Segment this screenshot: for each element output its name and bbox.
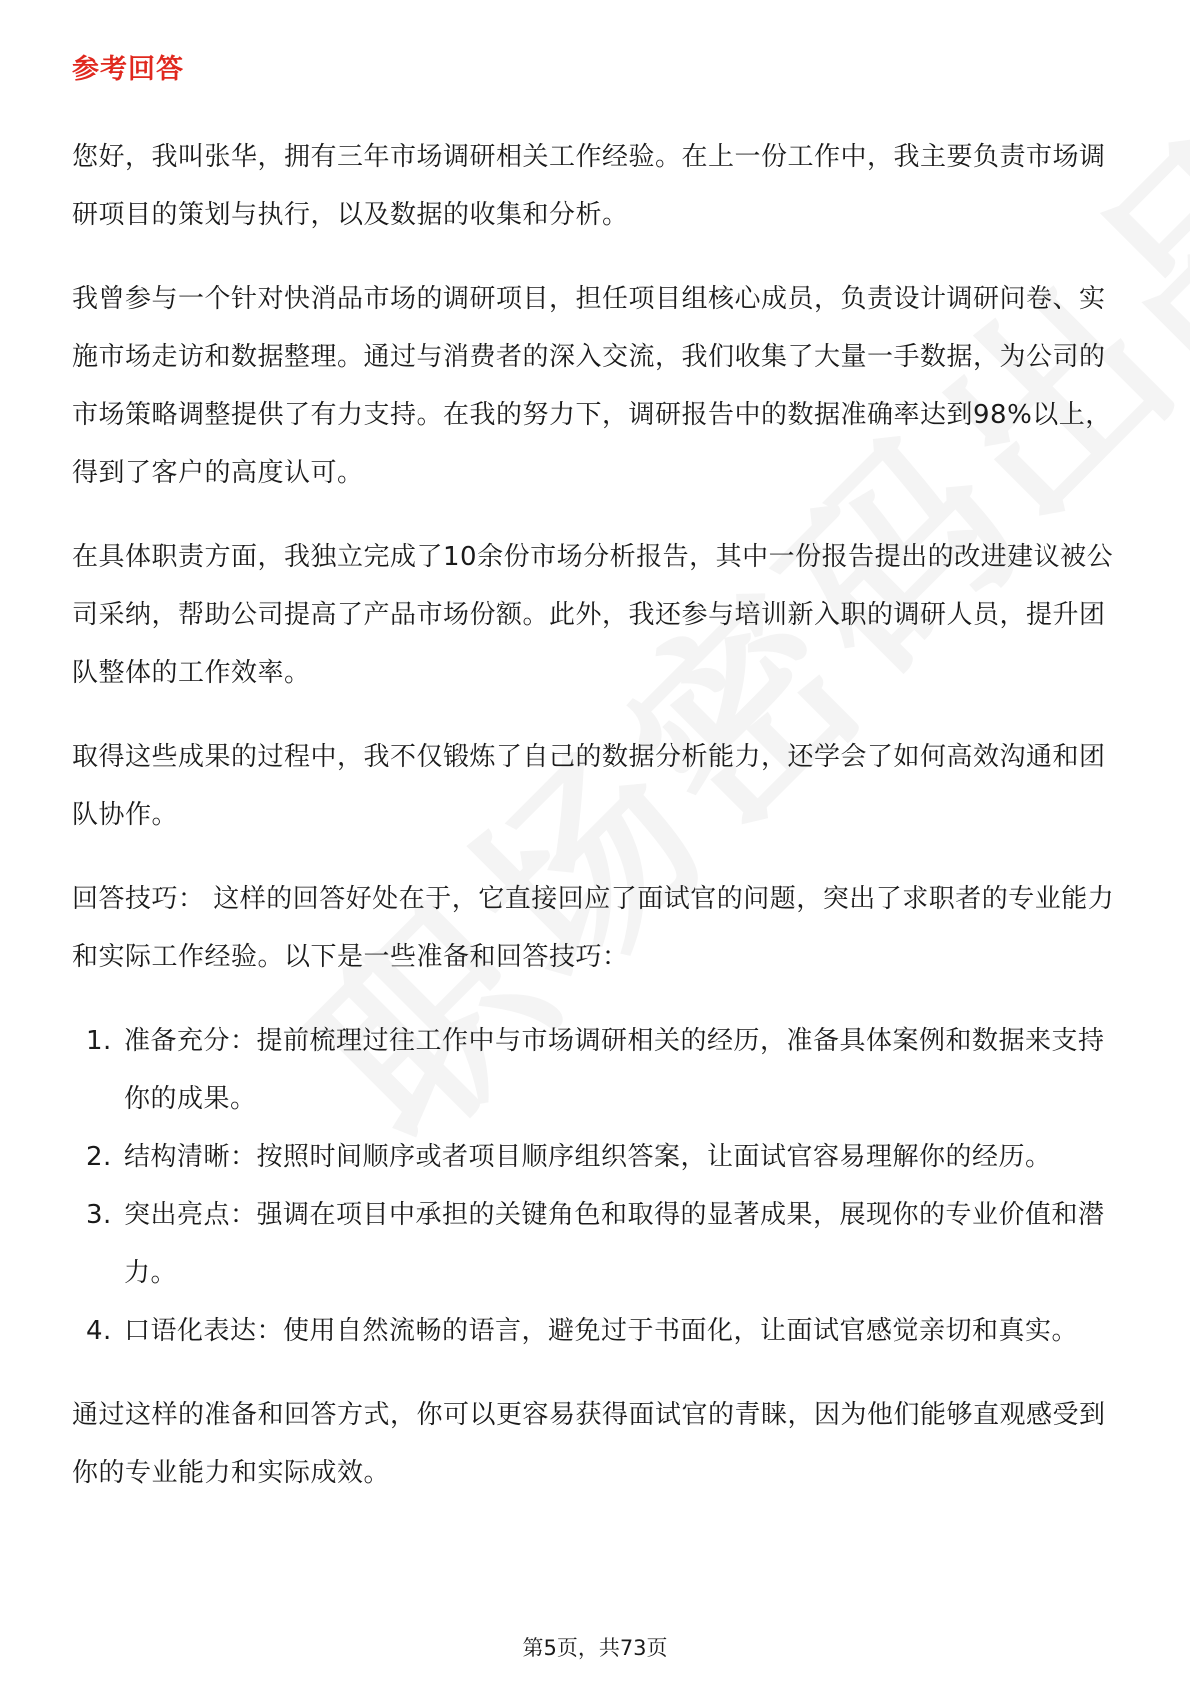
tip-item <box>72 1302 1122 1360</box>
tip-number: 1. <box>86 1026 112 1056</box>
tip-item <box>72 1012 1122 1128</box>
tip-text: 突出亮点：强调在项目中承担的关键角色和取得的显著成果，展现你的专业价值和潜力。 <box>124 1200 1105 1288</box>
paragraph-growth: 取得这些成果的过程中，我不仅锻炼了自己的数据分析能力，还学会了如何高效沟通和团队协作。 <box>72 742 1106 830</box>
paragraph-closing: 通过这样的准备和回答方式，你可以更容易获得面试官的青睐，因为他们能够直观感受到你的专业能力和实际成效。 <box>72 1400 1106 1488</box>
tip-item <box>72 1186 1122 1302</box>
section-heading: 参考回答 <box>72 54 184 85</box>
tip-number: 2. <box>86 1142 112 1172</box>
tip-number: 4. <box>86 1316 112 1346</box>
paragraph-duties: 在具体职责方面，我独立完成了10余份市场分析报告，其中一份报告提出的改进建议被公司采纳，帮助公司提高了产品市场份额。此外，我还参与培训新入职的调研人员，提升团队整体的工作效率。 <box>72 542 1114 688</box>
tip-text: 口语化表达：使用自然流畅的语言，避免过于书面化，让面试官感觉亲切和真实。 <box>124 1316 1079 1346</box>
page-number-footer: 第5页，共73页 <box>522 1636 668 1660</box>
tips-list <box>72 1012 1122 1360</box>
tip-text: 准备充分：提前梳理过往工作中与市场调研相关的经历，准备具体案例和数据来支持你的成果。 <box>124 1026 1105 1114</box>
tip-item <box>72 1128 1122 1186</box>
paragraph-project: 我曾参与一个针对快消品市场的调研项目，担任项目组核心成员，负责设计调研问卷、实施市场走访和数据整理。通过与消费者的深入交流，我们收集了大量一手数据，为公司的市场策略调整提供了有力支持。在我的努力下，调研报告中的数据准确率达到98%以上，得到了客户的高度认可。 <box>72 284 1112 488</box>
tip-number: 3. <box>86 1200 112 1230</box>
document-content <box>72 48 1122 1528</box>
tip-text: 结构清晰：按照时间顺序或者项目顺序组织答案，让面试官容易理解你的经历。 <box>124 1142 1052 1172</box>
paragraph-intro: 您好，我叫张华，拥有三年市场调研相关工作经验。在上一份工作中，我主要负责市场调研项目的策划与执行，以及数据的收集和分析。 <box>72 142 1106 230</box>
paragraph-tips-intro: 回答技巧： 这样的回答好处在于，它直接回应了面试官的问题，突出了求职者的专业能力和实际工作经验。以下是一些准备和回答技巧： <box>72 884 1115 972</box>
